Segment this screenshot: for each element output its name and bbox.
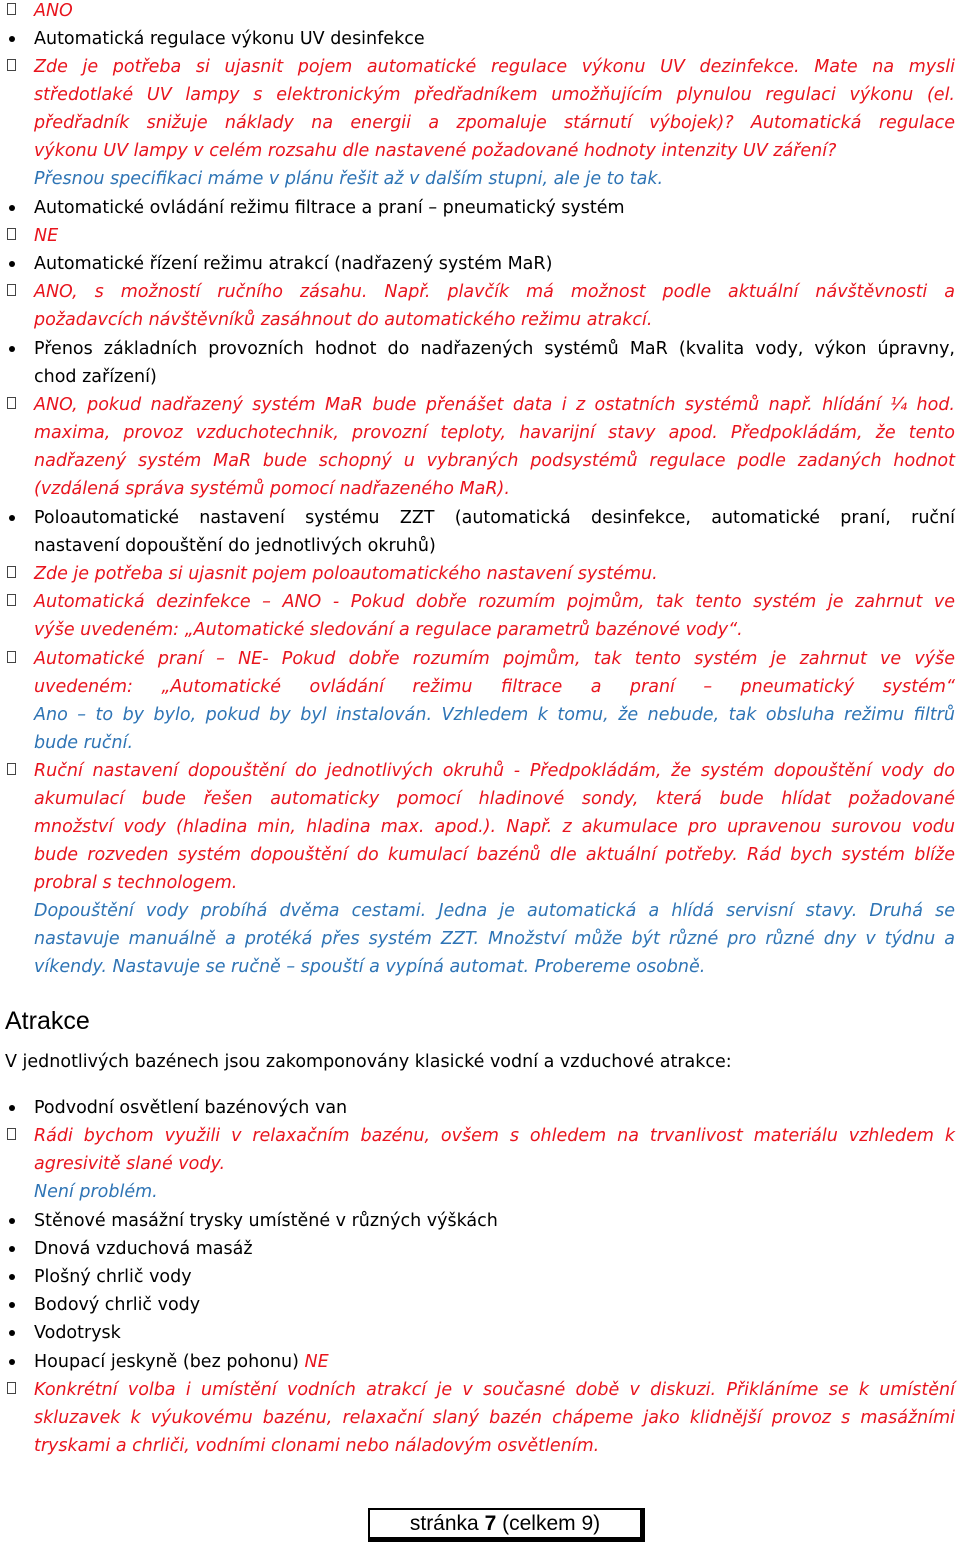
text-line xyxy=(34,1348,955,1376)
checkbox-square-icon xyxy=(4,0,28,20)
text-line: bude ruční. xyxy=(34,733,134,753)
answer-text xyxy=(34,278,955,334)
checkbox-square-icon xyxy=(4,278,28,301)
requirement-text xyxy=(34,1291,955,1319)
text-line: Bodový chrlič vody xyxy=(34,1295,201,1315)
text-line: NE xyxy=(34,226,59,246)
text-line: nastavuje manuálně a protéká přes systém ZZT. Množství může být různé pro různé dny v týdnu a xyxy=(34,929,955,949)
text-line: Automatické ovládání režimu filtrace a praní – pneumatický systém xyxy=(34,198,625,218)
bullet-dot-icon xyxy=(4,504,28,526)
requirement-text xyxy=(34,1348,955,1376)
bullet-dot-icon xyxy=(4,335,28,357)
text-line: Stěnové masážní trysky umístěné v různých výškách xyxy=(34,1211,498,1231)
text-line: probral s technologem. xyxy=(34,873,238,893)
text-line: Ano – to by bylo, pokud by byl instalován. Vzhledem k tomu, že nebude, tak obsluha režimu filtrů xyxy=(34,705,955,725)
text-line: Automatické praní – NE- Pokud dobře rozumím pojmům, tak tento systém je zahrnut ve výše xyxy=(34,649,955,669)
page-number-footer xyxy=(368,1508,645,1542)
text-line: Automatická regulace výkonu UV desinfekce xyxy=(34,29,425,49)
bullet-dot-icon xyxy=(4,1319,28,1341)
checkbox-square-icon xyxy=(4,588,28,611)
answer-text xyxy=(34,560,955,588)
checkbox-square-icon xyxy=(4,1122,28,1145)
page-number: 7 xyxy=(484,1512,497,1535)
checkbox-square-icon xyxy=(4,757,28,780)
requirement-text xyxy=(34,504,955,560)
text-line: (vzdálená správa systémů pomocí nadřazeného MaR). xyxy=(34,479,510,499)
text-line: Poloautomatické nastavení systému ZZT (automatická desinfekce, automatické praní, ruční xyxy=(34,508,955,528)
text-line: Zde je potřeba si ujasnit pojem poloautomatického nastavení systému. xyxy=(34,564,658,584)
text-line: výše uvedeném: „Automatické sledování a regulace parametrů bazénové vody“. xyxy=(34,620,743,640)
bullet-dot-icon xyxy=(4,1094,28,1116)
requirement-text xyxy=(34,1094,955,1122)
text-line: středotlaké UV lampy s elektronickým předřadníkem umožňujícím plynulou regulaci výkonu (el. xyxy=(34,85,955,105)
requirement-text xyxy=(34,250,955,278)
text-line: maxima, provoz vzduchotechnik, provozní teploty, havarijní stavy apod. Předpokládám, že tento xyxy=(34,423,955,443)
text-line: Konkrétní volba i umístění vodních atrakcí je v současné době v diskuzi. Přikláníme se k umístění xyxy=(34,1380,955,1400)
answer-inline: NE xyxy=(304,1352,329,1372)
text-line: Podvodní osvětlení bazénových van xyxy=(34,1098,348,1118)
text-line: Rádi bychom využili v relaxačním bazénu, ovšem s ohledem na trvanlivost materiálu vzhledem k xyxy=(34,1126,955,1146)
text-line: ANO, s možností ručního zásahu. Např. plavčík má možnost podle aktuální návštěvnosti a xyxy=(34,282,955,302)
answer-text xyxy=(34,391,955,503)
requirement-text xyxy=(34,1319,955,1347)
answer-text xyxy=(34,0,955,25)
answer-text xyxy=(34,588,955,644)
text-line: Přenos základních provozních hodnot do nadřazených systémů MaR (kvalita vody, výkon úpravny, xyxy=(34,339,955,359)
text-line: Dopouštění vody probíhá dvěma cestami. Jedna je automatická a hlídá servisní stavy. Druhá se xyxy=(34,901,955,921)
requirement-text xyxy=(34,1207,955,1235)
text-line: agresivitě slané vody. xyxy=(34,1154,226,1174)
section-heading: Atrakce xyxy=(5,1007,90,1035)
answer-text xyxy=(34,757,955,981)
text-line: chod zařízení) xyxy=(34,367,157,387)
text-line: ANO, pokud nadřazený systém MaR bude přenášet data i z ostatních systémů např. hlídání ¼ hod. xyxy=(34,395,955,415)
text-line: skluzavek k výukovému bazénu, relaxační slaný bazén chápeme jako klidnější provoz s masážními xyxy=(34,1408,955,1428)
bullet-dot-icon xyxy=(4,1348,28,1370)
checkbox-square-icon xyxy=(4,645,28,668)
section-intro: V jednotlivých bazénech jsou zakomponovány klasické vodní a vzduchové atrakce: xyxy=(5,1052,732,1072)
bullet-dot-icon xyxy=(4,250,28,272)
text-line: Automatické řízení režimu atrakcí (nadřazený systém MaR) xyxy=(34,254,553,274)
bullet-dot-icon xyxy=(4,1263,28,1285)
text-line: Zde je potřeba si ujasnit pojem automatické regulace výkonu UV dezinfekce. Mate na mysli xyxy=(34,57,955,77)
text-line: Ruční nastavení dopouštění do jednotlivých okruhů - Předpokládám, že systém dopouštění vody do xyxy=(34,761,955,781)
text-line: akumulací bude řešen automaticky pomocí hladinové sondy, která bude hlídat požadované xyxy=(34,789,955,809)
text-line: předřadník snižuje náklady na energii a zpomaluje stárnutí výbojek)? Automatická regulace xyxy=(34,113,955,133)
checkbox-square-icon xyxy=(4,53,28,76)
checkbox-square-icon xyxy=(4,222,28,245)
bullet-dot-icon xyxy=(4,25,28,47)
text-line: Plošný chrlič vody xyxy=(34,1267,192,1287)
page-label: stránka xyxy=(409,1512,479,1535)
answer-text xyxy=(34,53,955,193)
text-line: výkonu UV lampy v celém rozsahu dle nastavené požadované hodnoty intenzity UV záření? xyxy=(34,141,837,161)
text-line: množství vody (hladina min, hladina max. apod.). Např. z akumulace pro upravenou surovou vodu xyxy=(34,817,955,837)
text-line: Automatická dezinfekce – ANO - Pokud dobře rozumím pojmům, tak tento systém je zahrnut ve xyxy=(34,592,955,612)
text-line: nadřazený systém MaR bude schopný u vybraných podsystémů regulace podle zadaných hodnot xyxy=(34,451,955,471)
bullet-dot-icon xyxy=(4,194,28,216)
requirement-text xyxy=(34,1263,955,1291)
requirement-text xyxy=(34,194,955,222)
requirement-text xyxy=(34,25,955,53)
text-line: nastavení dopouštění do jednotlivých okruhů) xyxy=(34,536,436,556)
answer-text xyxy=(34,645,955,757)
text-line: požadavcích návštěvníků zasáhnout do automatického režimu atrakcí. xyxy=(34,310,653,330)
answer-text xyxy=(34,222,955,250)
answer-text xyxy=(34,1376,955,1460)
text-line: Dnová vzduchová masáž xyxy=(34,1239,253,1259)
checkbox-square-icon xyxy=(4,560,28,583)
text-line: tryskami a chrliči, vodními clonami nebo náladovým osvětlením. xyxy=(34,1436,600,1456)
item-label: Houpací jeskyně (bez pohonu) xyxy=(34,1352,299,1372)
requirement-text xyxy=(34,1235,955,1263)
page-total: (celkem 9) xyxy=(502,1512,601,1535)
bullet-dot-icon xyxy=(4,1291,28,1313)
text-line: bude rozveden systém dopouštění do kumulací bazénů dle aktuální potřeby. Rád bych systém blíže xyxy=(34,845,955,865)
text-line: uvedeném: „Automatické ovládání režimu filtrace a praní – pneumatický systém“ xyxy=(34,677,955,697)
checkbox-square-icon xyxy=(4,391,28,414)
text-line: ANO xyxy=(34,1,73,21)
text-line: Vodotrysk xyxy=(34,1323,121,1343)
checkbox-square-icon xyxy=(4,1376,28,1399)
text-line: víkendy. Nastavuje se ručně – spouští a vypíná automat. Probereme osobně. xyxy=(34,957,706,977)
text-line: Přesnou specifikaci máme v plánu řešit až v dalším stupni, ale je to tak. xyxy=(34,169,664,189)
bullet-dot-icon xyxy=(4,1235,28,1257)
answer-text xyxy=(34,1122,955,1206)
requirement-text xyxy=(34,335,955,391)
bullet-dot-icon xyxy=(4,1207,28,1229)
text-line: Není problém. xyxy=(34,1182,158,1202)
